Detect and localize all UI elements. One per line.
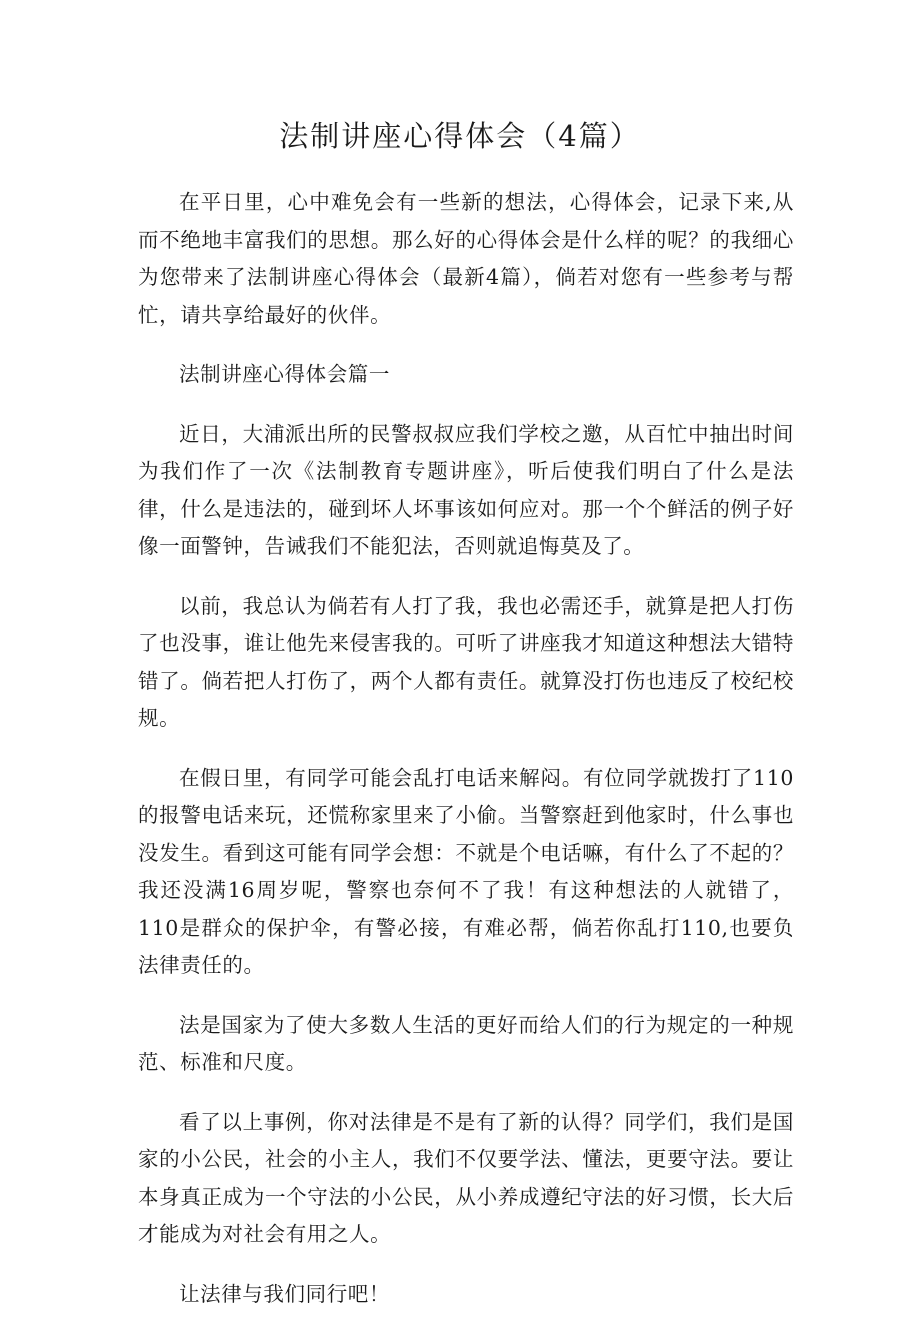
body-paragraph: 看了以上事例，你对法律是不是有了新的认得？同学们，我们是国家的小公民，社会的小主人，我们不仅要学法、懂法，更要守法。要让本身真正成为一个守法的小公民，从小养成遵纪守法的好习惯，长大后才能成为对社会有用之人。 — [138, 1109, 794, 1246]
body-paragraph: 以前，我总认为倘若有人打了我，我也必需还手，就算是把人打伤了也没事，谁让他先来侵害我的。可听了讲座我才知道这种想法大错特错了。倘若把人打伤了，两个人都有责任。就算没打伤也违反了校纪校规。 — [138, 593, 794, 730]
document-title: 法制讲座心得体会（4篇） — [279, 119, 641, 153]
body-paragraph: 在假日里，有同学可能会乱打电话来解闷。有位同学就拨打了110的报警电话来玩，还慌称家里来了小偷。当警察赶到他家时，什么事也没发生。看到这可能有同学会想：不就是个电话嘛，有什么了不起的？我还没满16周岁呢，警察也奈何不了我！有这种想法的人就错了，110是群众的保护伞，有警必接，有难必帮，倘若你乱打110,也要负法律责任的。 — [138, 765, 794, 977]
intro-paragraph: 在平日里，心中难免会有一些新的想法，心得体会，记录下来,从而不绝地丰富我们的思想。那么好的心得体会是什么样的呢？的我细心为您带来了法制讲座心得体会（最新4篇），倘若对您有一些参考与帮忙，请共享给最好的伙伴。 — [138, 190, 794, 327]
body-paragraph: 法是国家为了使大多数人生活的更好而给人们的行为规定的一种规范、标准和尺度。 — [138, 1012, 794, 1074]
closing-paragraph: 让法律与我们同行吧！ — [179, 1281, 390, 1306]
document-body — [138, 184, 794, 1335]
section-heading: 法制讲座心得体会篇一 — [179, 362, 390, 386]
body-paragraph: 近日，大浦派出所的民警叔叔应我们学校之邀，从百忙中抽出时间为我们作了一次《法制教育专题讲座》，听后使我们明白了什么是法律，什么是违法的，碰到坏人坏事该如何应对。那一个个鲜活的例子好像一面警钟，告诫我们不能犯法，否则就追悔莫及了。 — [138, 421, 794, 558]
